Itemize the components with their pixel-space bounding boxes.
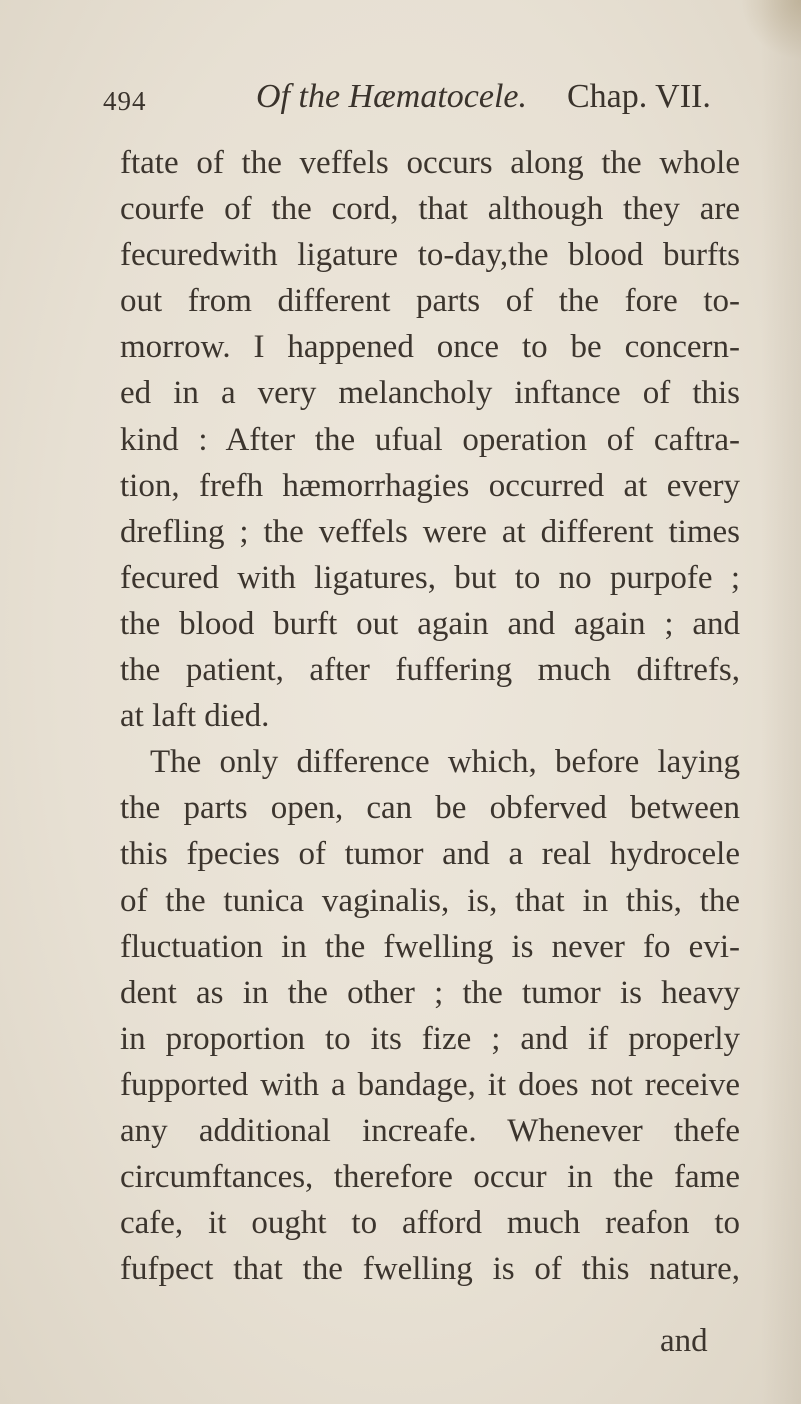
- chapter-label: Chap. VII.: [567, 78, 711, 115]
- page-edge-shadow: [761, 0, 801, 1404]
- text-line: morrow. I happened once to be concern-: [120, 329, 740, 366]
- text-line: circumftances, therefore occur in the fame: [120, 1159, 740, 1196]
- running-title: Of the Hæmatocele.: [256, 78, 527, 115]
- text-line: fufpect that the fwelling is of this nature,: [120, 1251, 740, 1288]
- body-text: [120, 140, 740, 1292]
- text-line: any additional increafe. Whenever thefe: [120, 1112, 740, 1149]
- text-line: of the tunica vaginalis, is, that in this, the: [120, 882, 740, 919]
- text-line: kind : After the ufual operation of caftra-: [120, 421, 740, 458]
- text-line: in proportion to its fize ; and if properly: [120, 1020, 740, 1057]
- text-line: fecuredwith ligature to-day,the blood burfts: [120, 237, 740, 274]
- text-line: cafe, it ought to afford much reafon to: [120, 1205, 740, 1242]
- text-line: fupported with a bandage, it does not receive: [120, 1066, 740, 1103]
- text-line: out from different parts of the fore to-: [120, 283, 740, 320]
- text-line: tion, frefh hæmorrhagies occurred at every: [120, 467, 740, 504]
- text-line: fecured with ligatures, but to no purpofe ;: [120, 559, 740, 596]
- text-line: dent as in the other ; the tumor is heavy: [120, 974, 740, 1011]
- text-line: fluctuation in the fwelling is never fo evi-: [120, 928, 740, 965]
- text-line: the parts open, can be obferved between: [120, 790, 740, 827]
- text-line: the blood burft out again and again ; and: [120, 605, 740, 642]
- text-line: this fpecies of tumor and a real hydrocele: [120, 836, 740, 873]
- text-line: courfe of the cord, that although they are: [120, 191, 740, 228]
- page-number: 494: [103, 86, 147, 116]
- running-header: [0, 74, 801, 124]
- corner-stain: [741, 0, 801, 60]
- text-line: the patient, after fuffering much diftrefs,: [120, 652, 740, 689]
- catchword: and: [660, 1323, 708, 1359]
- text-line: ed in a very melancholy inftance of this: [120, 375, 740, 412]
- text-line: The only difference which, before laying: [150, 744, 740, 781]
- text-line: ftate of the veffels occurs along the whole: [120, 145, 740, 181]
- text-line: drefling ; the veffels were at different times: [120, 513, 740, 550]
- text-line: at laft died.: [120, 698, 270, 735]
